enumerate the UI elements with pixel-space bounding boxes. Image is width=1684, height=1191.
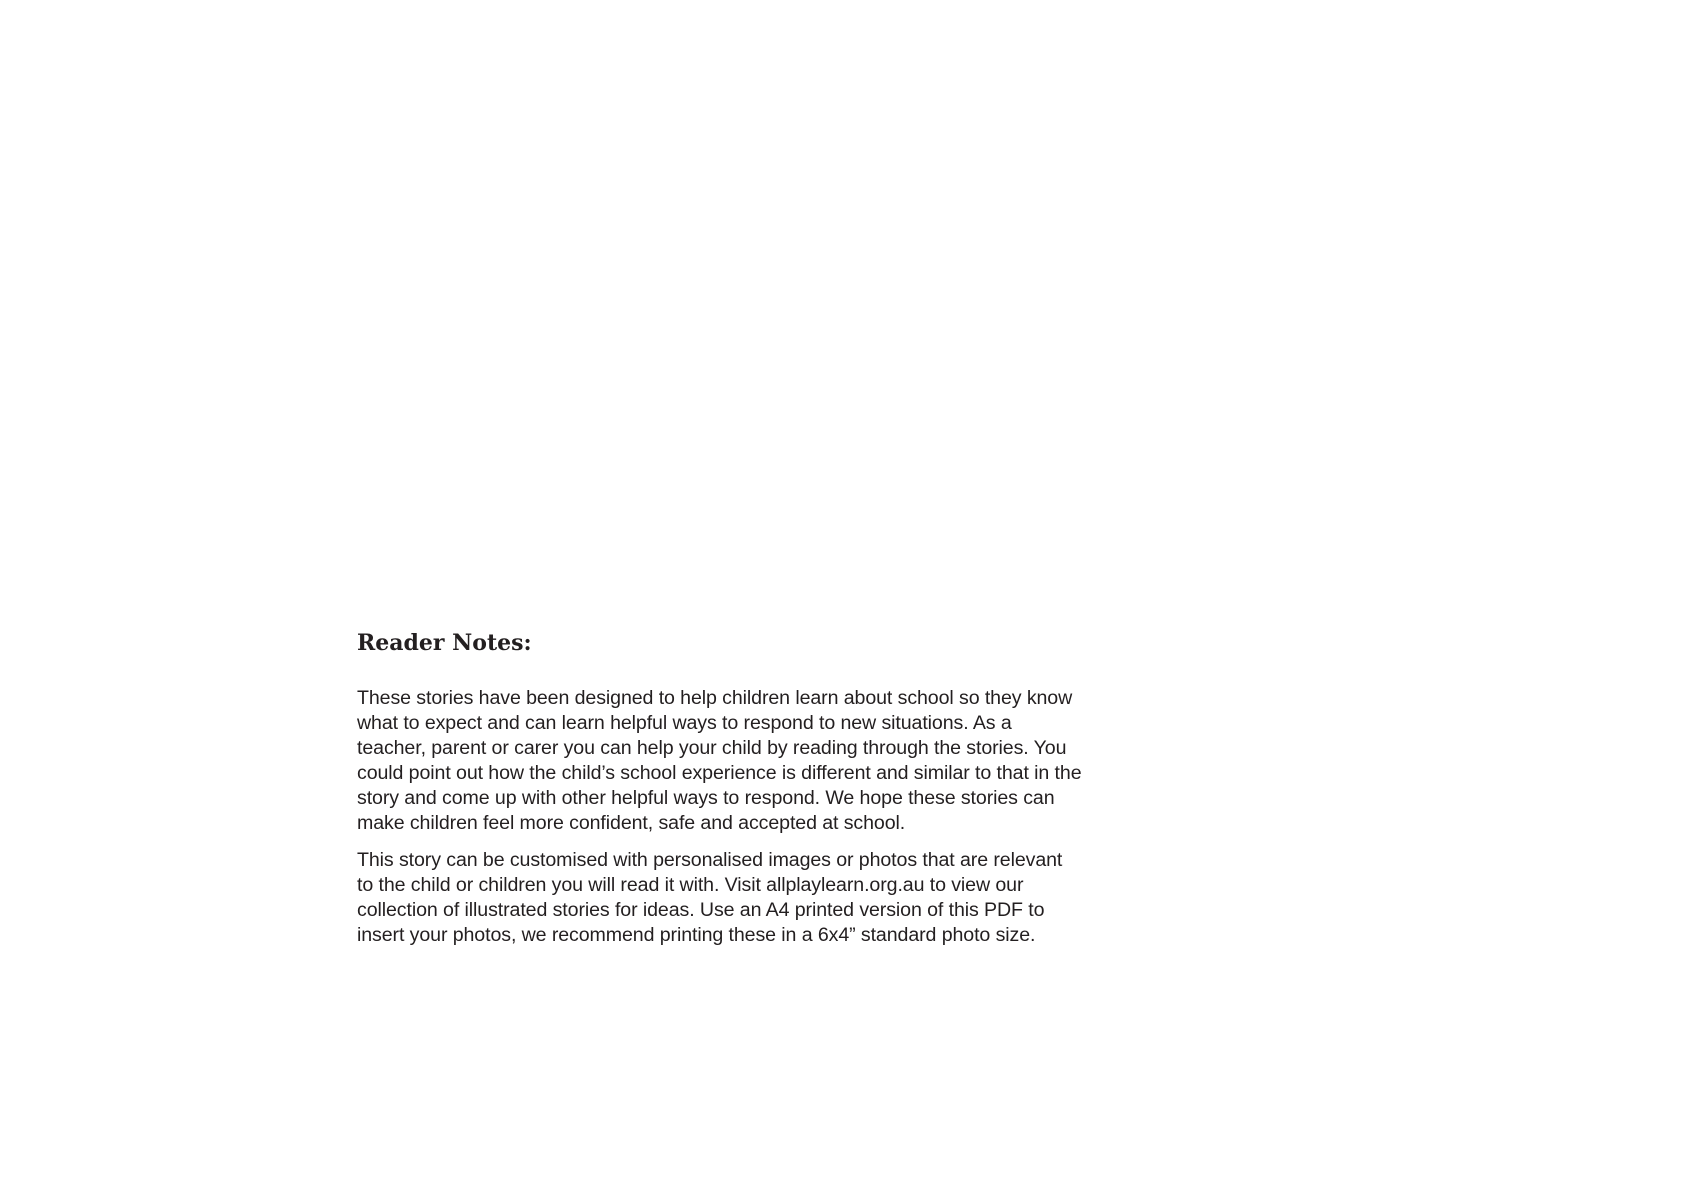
reader-notes-section [357,626,1082,960]
reader-notes-heading: Reader Notes: [357,630,532,656]
reader-notes-paragraph-customise: This story can be customised with personalised images or photos that are relevant to the child or children you will read it with. Visit allplaylearn.org.au to view our collection of illustrated stories for ideas. Use an A4 printed version of this PDF to insert your photos, we recommend printing these in a 6x4” standard photo size. [357,849,1063,946]
reader-notes-paragraph-intro: These stories have been designed to help children learn about school so they know what to expect and can learn helpful ways to respond to new situations. As a teacher, parent or carer you can help your child by reading through the stories. You could point out how the child’s school experience is different and similar to that in the story and come up with other helpful ways to respond. We hope these stories can make children feel more confident, safe and accepted at school. [357,687,1082,834]
